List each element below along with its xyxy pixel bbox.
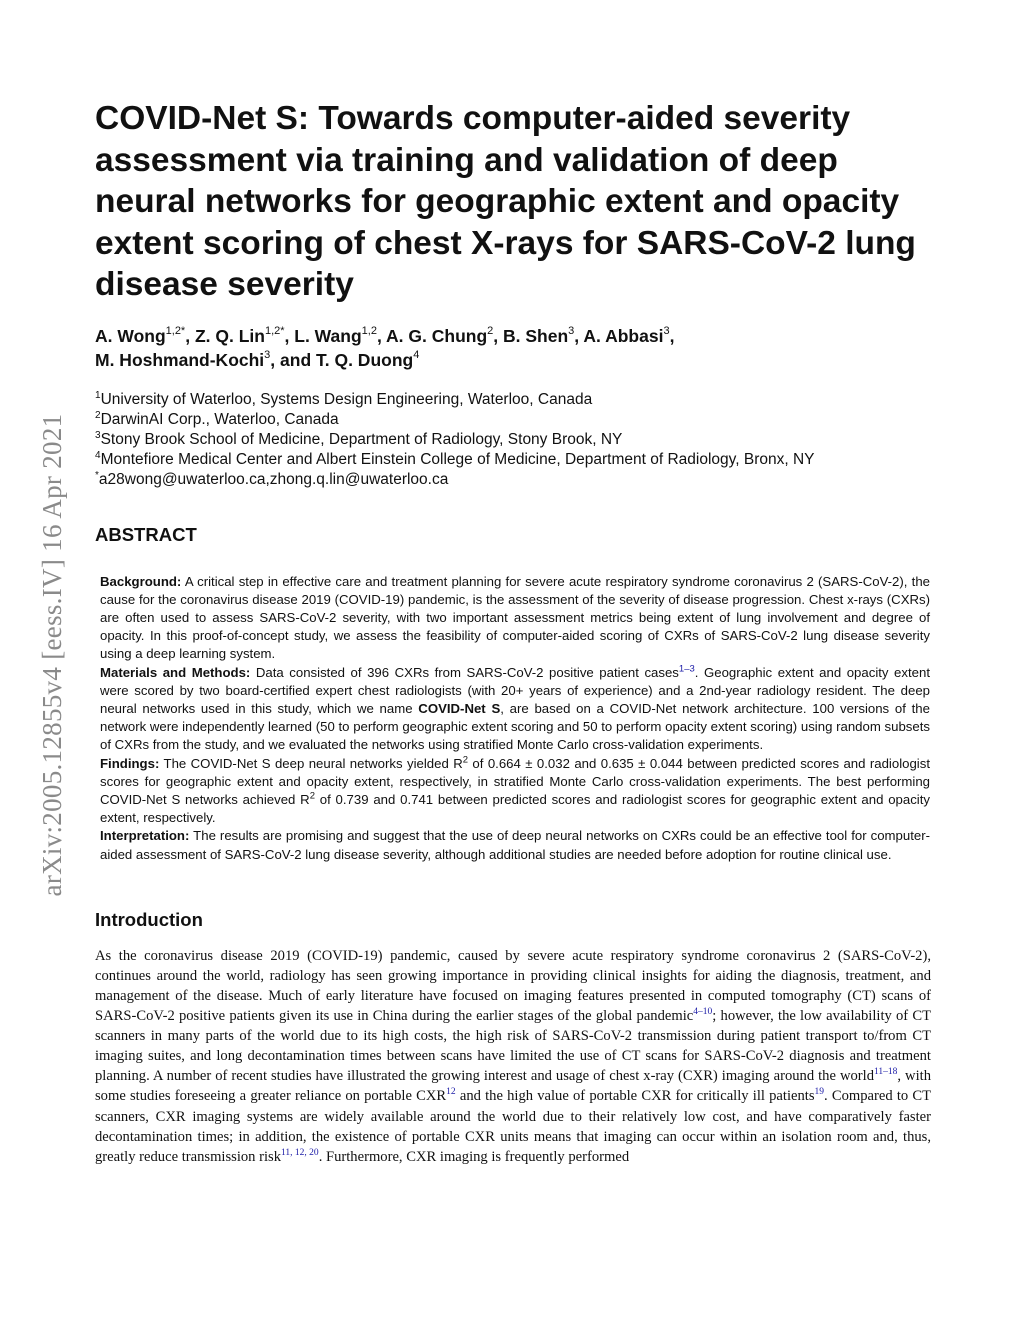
arxiv-margin-identifier: arXiv:2005.12855v4 [eess.IV] 16 Apr 2021: [37, 413, 67, 897]
author-name: M. Hoshmand-Kochi: [95, 349, 265, 370]
author-name: Z. Q. Lin: [194, 325, 265, 346]
author-affiliation-mark: 3: [663, 324, 670, 337]
intro-text: ; however, the low availability of CT scanners in many parts of the world due to its high costs, the high risk of SARS-CoV-2 transmission during patient transport to/from CT imaging suites, and long decontamination times between scans have limited the use of CT scans for SARS-CoV-2 diagnosis and treatment planning. A number of recent studies have illustrated the growing interest and usage of chest x-ray (CXR) imaging around the world: [95, 1008, 931, 1085]
affiliation-mark: 3: [95, 429, 101, 441]
author-list: [95, 324, 931, 372]
author-name: A. Abbasi: [583, 325, 664, 346]
intro-text: . Compared to CT scanners, CXR imaging systems are widely available around the world due to their relatively low cost, and have comparatively faster decontamination times; in addition, the existence of portable CXR units means that imaging can occur within an isolation room and, thus, greatly reduce transmission risk: [95, 1088, 931, 1165]
affiliation-text: Montefiore Medical Center and Albert Einstein College of Medicine, Department of Radiology, Bronx, NY: [100, 450, 815, 468]
methods-text: Data consisted of 396 CXRs from SARS-CoV-2 positive patient cases: [250, 664, 679, 680]
citation-link[interactable]: 11, 12, 20: [281, 1147, 319, 1158]
affiliation-text: Stony Brook School of Medicine, Department of Radiology, Stony Brook, NY: [100, 430, 623, 448]
affiliation-line: [95, 470, 931, 490]
interpretation-text: The results are promising and suggest that the use of deep neural networks on CXRs could be an effective tool for computer-aided assessment of SARS-CoV-2 lung disease severity, although additional studies are needed before adoption for routine clinical use.: [100, 828, 930, 862]
author-affiliation-mark: 1,2*: [165, 324, 186, 337]
affiliation-line: [95, 430, 931, 450]
author-name: L. Wang: [294, 325, 362, 346]
methods-label: Materials and Methods:: [100, 664, 251, 680]
author-separator: ,: [493, 325, 504, 346]
affiliation-mark: *: [95, 469, 99, 481]
author-separator: ,: [376, 325, 387, 346]
abstract-background: [100, 573, 930, 664]
affiliation-line: [95, 410, 931, 430]
intro-text: . Furthermore, CXR imaging is frequently performed: [318, 1148, 630, 1165]
findings-text: of 0.739 and 0.741 between predicted scores and radiologist scores for geographic extent and opacity extent, respectively.: [100, 791, 930, 826]
author-separator: ,: [185, 325, 195, 346]
citation-link[interactable]: 1–3: [678, 663, 695, 675]
introduction-heading: Introduction: [95, 908, 203, 930]
author-affiliation-mark: 4: [413, 348, 420, 361]
contact-emails[interactable]: a28wong@uwaterloo.ca,zhong.q.lin@uwaterloo.ca: [98, 470, 449, 488]
author-affiliation-mark: 3: [264, 348, 271, 361]
intro-text: , with some studies foreseeing a greater reliance on portable CXR: [95, 1068, 931, 1105]
affiliation-mark: 2: [95, 409, 101, 421]
abstract-methods: [100, 664, 930, 755]
intro-text: and the high value of portable CXR for critically ill patients: [455, 1088, 815, 1105]
background-label: Background:: [100, 573, 182, 589]
superscript: 2: [462, 754, 469, 766]
author-affiliation-mark: 1,2*: [264, 324, 285, 337]
superscript: 2: [309, 790, 315, 802]
findings-label: Findings:: [100, 755, 160, 771]
author-affiliation-mark: 1,2: [361, 324, 377, 337]
citation-link[interactable]: 4–10: [693, 1007, 713, 1018]
abstract-interpretation: [100, 827, 930, 863]
introduction-paragraph: [95, 946, 931, 1167]
background-text: A critical step in effective care and treatment planning for severe acute respiratory syndrome coronavirus 2 (SARS-CoV-2), the cause for the coronavirus disease 2019 (COVID-19) pandemic, is the assessment of the severity of disease progression. Chest x-rays (CXRs) are often used to assess SARS-CoV-2 severity, with two important assessment metrics being extent of lung involvement and degree of opacity. In this proof-of-concept study, we assess the feasibility of computer-aided scoring of CXRs of SARS-CoV-2 lung disease severity using a deep learning system.: [100, 573, 930, 662]
affiliation-mark: 4: [95, 449, 101, 461]
abstract-body: [100, 573, 930, 864]
methods-text: , are based on a COVID-Net network architecture. 100 versions of the network were independently learned (50 to perform geographic extent scoring and 50 to perform opacity extent scoring) using random subsets of CXRs from the study, and we evaluated the networks using stratified Monte Carlo cross-validation experiments.: [100, 700, 930, 753]
citation-link[interactable]: 11–18: [874, 1067, 898, 1078]
author-separator: , and: [270, 349, 316, 370]
author-separator: ,: [284, 325, 295, 346]
author-name: A. Wong: [95, 325, 166, 346]
model-name: COVID-Net S: [418, 700, 501, 716]
affiliation-text: DarwinAI Corp., Waterloo, Canada: [100, 410, 339, 428]
affiliation-text: University of Waterloo, Systems Design Engineering, Waterloo, Canada: [100, 390, 593, 408]
citation-link[interactable]: 19: [814, 1087, 825, 1098]
findings-text: of 0.664 ± 0.032 and 0.635 ± 0.044 between predicted scores and radiologist scores for geographic extent and opacity extent, respectively, in stratified Monte Carlo cross-validation experiments. The best performing COVID-Net S networks achieved R: [100, 755, 930, 807]
author-separator: ,: [669, 325, 675, 346]
author-affiliation-mark: 3: [568, 324, 575, 337]
author-name: T. Q. Duong: [316, 349, 414, 370]
paper-page: [95, 98, 931, 1167]
affiliation-line: [95, 450, 931, 470]
author-name: A. G. Chung: [386, 325, 488, 346]
abstract-findings: [100, 755, 930, 828]
findings-text: The COVID-Net S deep neural networks yielded R: [159, 755, 463, 771]
author-separator: ,: [574, 325, 584, 346]
author-affiliation-mark: 2: [487, 324, 494, 337]
affiliation-list: [95, 390, 931, 490]
methods-text: . Geographic extent and opacity extent were scored by two board-certified expert chest radiologists (with 20+ years of experience) and a 2nd-year radiology resident. The deep neural networks used in this study, which we name: [100, 664, 930, 716]
intro-text: As the coronavirus disease 2019 (COVID-19) pandemic, caused by severe acute respiratory syndrome coronavirus 2 (SARS-CoV-2), continues around the world, radiology has seen growing importance in providing clinical insights for aiding the diagnosis, treatment, and management of the disease. Much of early literature have focused on imaging features presented in computed tomography (CT) scans of SARS-CoV-2 positive patients given its use in China during the earlier stages of the global pandemic: [95, 947, 931, 1025]
introduction-body: [95, 946, 931, 1167]
affiliation-mark: 1: [95, 389, 101, 401]
paper-title: COVID-Net S: Towards computer-aided severity assessment via training and validation of deep neural networks for geographic extent and opacity extent scoring of chest X-rays for SARS-CoV-2 lung disease severity: [95, 100, 916, 303]
affiliation-line: [95, 390, 931, 410]
interpretation-label: Interpretation:: [100, 828, 190, 844]
author-name: B. Shen: [503, 325, 569, 346]
abstract-heading: ABSTRACT: [95, 523, 197, 545]
citation-link[interactable]: 12: [446, 1087, 456, 1098]
